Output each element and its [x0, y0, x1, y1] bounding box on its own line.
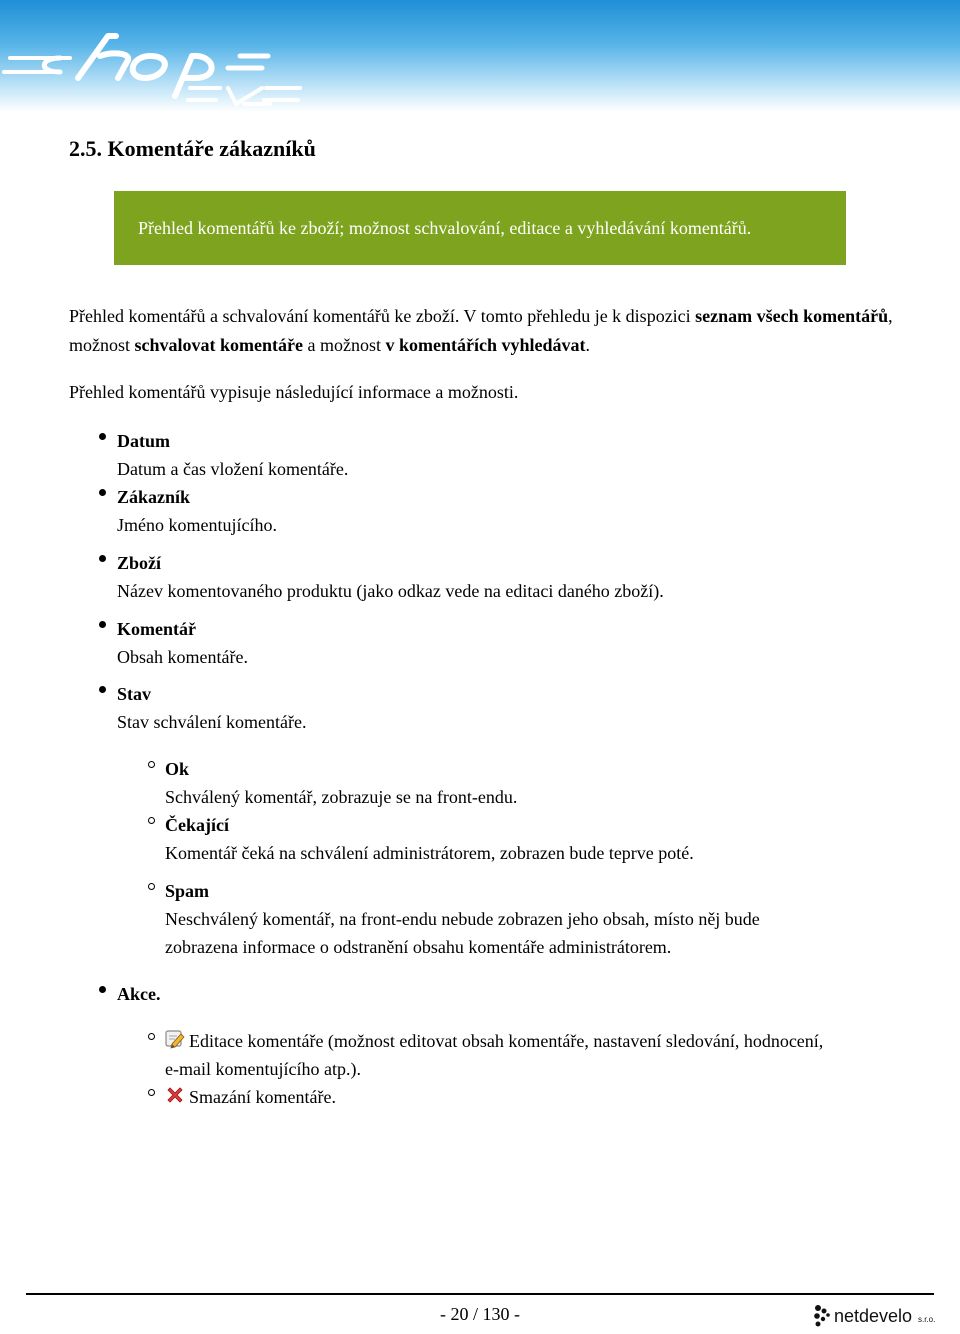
state-desc: zobrazena informace o odstranění obsahu komentáře administrátorem.	[165, 937, 672, 957]
item-desc: Jméno komentujícího.	[117, 515, 277, 535]
action-edit-text: e-mail komentujícího atp.).	[165, 1059, 361, 1079]
action-edit-text: Editace komentáře (možnost editovat obsah komentáře, nastavení sledování, hodnocení,	[189, 1031, 824, 1051]
netdevelo-dots-icon	[812, 1303, 834, 1329]
item-title: Datum	[117, 431, 170, 451]
footer-divider	[26, 1293, 934, 1295]
sub-bullet	[148, 883, 155, 890]
intro-bold-approve: schvalovat komentáře	[134, 335, 303, 355]
bullet	[99, 986, 106, 993]
item-desc: Název komentovaného produktu (jako odkaz vede na editaci daného zboží).	[117, 581, 664, 601]
list-item-stav	[117, 680, 306, 736]
state-desc: Neschválený komentář, na front-endu nebude zobrazen jeho obsah, místo něj bude	[165, 909, 760, 929]
list-item-datum	[117, 427, 348, 483]
page-header	[0, 0, 960, 112]
page-number: - 20 / 130 -	[440, 1304, 520, 1324]
intro-text: .	[585, 335, 590, 355]
sub-bullet	[148, 817, 155, 824]
item-desc: Obsah komentáře.	[117, 647, 248, 667]
bullet	[99, 686, 106, 693]
sub-bullet	[148, 1033, 155, 1040]
item-title: Stav	[117, 684, 152, 704]
item-desc: Datum a čas vložení komentáře.	[117, 459, 349, 479]
state-desc: Schválený komentář, zobrazuje se na front-endu.	[165, 787, 518, 807]
intro-bold-search: v komentářích vyhledávat	[385, 335, 586, 355]
bullet	[99, 489, 106, 496]
brand-name: netdevelo	[834, 1306, 913, 1326]
item-title: Komentář	[117, 619, 196, 639]
intro-paragraph	[69, 302, 899, 360]
list-item-zakaznik	[117, 483, 277, 539]
bullet	[99, 621, 106, 628]
item-title: Zákazník	[117, 487, 191, 507]
list-item-zbozi	[117, 549, 664, 605]
item-title: Zboží	[117, 553, 162, 573]
state-item-spam	[165, 877, 760, 961]
state-title: Spam	[165, 881, 210, 901]
netdevelo-logo	[812, 1303, 936, 1329]
state-title: Ok	[165, 759, 190, 779]
state-desc: Komentář čeká na schválení administrátorem, zobrazen bude teprve poté.	[165, 843, 694, 863]
item-title: Akce.	[117, 984, 161, 1004]
list-item-komentar	[117, 615, 248, 671]
intro-paragraph-2: Přehled komentářů vypisuje následující informace a možnosti.	[69, 382, 519, 402]
summary-box	[114, 191, 846, 265]
intro-bold-list: seznam všech komentářů	[695, 306, 889, 326]
action-delete	[165, 1083, 336, 1111]
sub-bullet	[148, 761, 155, 768]
sub-bullet	[148, 1089, 155, 1096]
intro-text: a možnost	[302, 335, 386, 355]
state-title: Čekající	[165, 815, 229, 835]
intro-text: , možnost	[69, 306, 893, 355]
shopsys-logo	[0, 0, 320, 112]
intro-text: Přehled komentářů a schvalování komentářů ke zboží. V tomto přehledu je k dispozici	[69, 306, 696, 326]
brand-suffix: s.r.o.	[918, 1315, 936, 1324]
bullet	[99, 433, 106, 440]
bullet	[99, 555, 106, 562]
action-delete-text: Smazání komentáře.	[189, 1087, 336, 1107]
list-item-akce	[117, 980, 161, 1008]
state-item-cekajici	[165, 811, 694, 867]
section-title: 2.5. Komentáře zákazníků	[69, 136, 316, 161]
summary-text: Přehled komentářů ke zboží; možnost schvalování, editace a vyhledávání komentářů.	[138, 217, 752, 238]
action-edit	[165, 1027, 823, 1083]
item-desc: Stav schválení komentáře.	[117, 712, 307, 732]
state-item-ok	[165, 755, 517, 811]
